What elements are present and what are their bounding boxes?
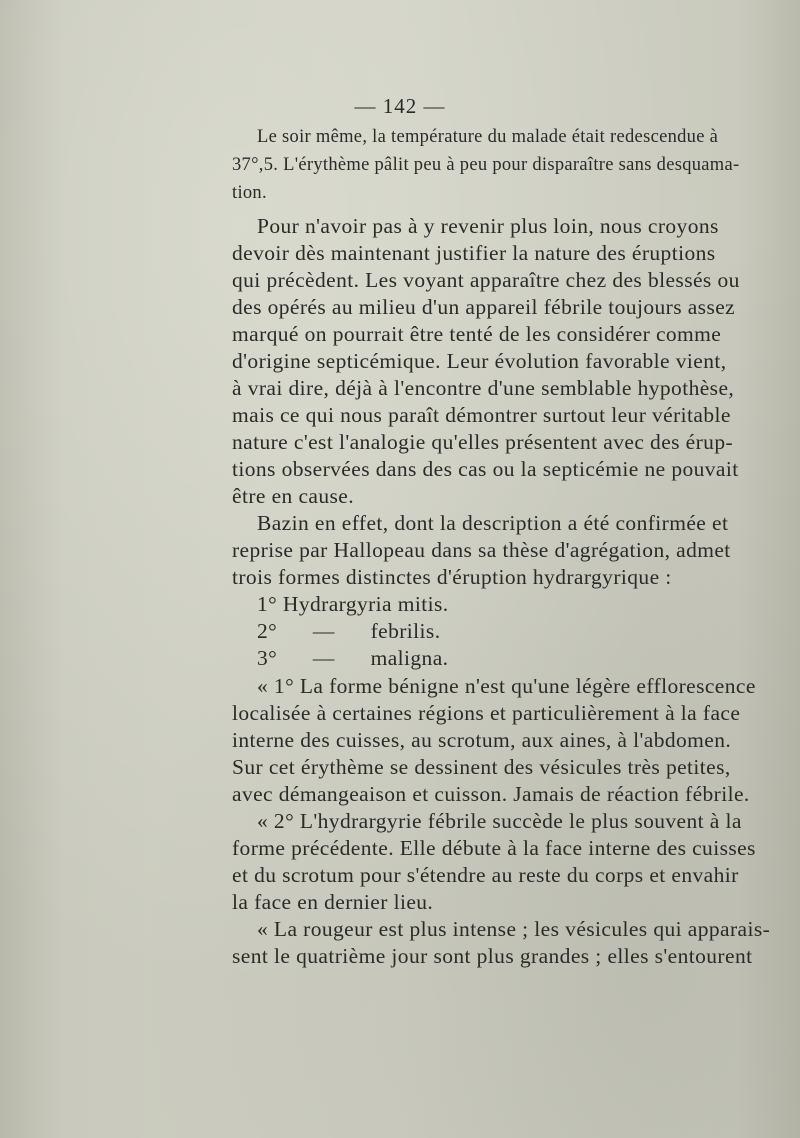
- text-line: « 2° L'hydrargyrie fébrile succède le plus souvent à la: [257, 809, 742, 833]
- text-line: d'origine septicémique. Leur évolution favorable vient,: [232, 349, 727, 373]
- list-item: [257, 619, 440, 644]
- text-line: sent le quatrième jour sont plus grandes ; elles s'entourent: [232, 944, 753, 968]
- text-line: devoir dès maintenant justifier la nature des éruptions: [232, 241, 716, 265]
- text-line: la face en dernier lieu.: [232, 890, 434, 914]
- text-line: à vrai dire, déjà à l'encontre d'une semblable hypothèse,: [232, 376, 735, 400]
- text-line: trois formes distinctes d'éruption hydrargyrique :: [232, 565, 672, 589]
- page-number: — 142 —: [354, 94, 446, 118]
- text-line: qui précèdent. Les voyant apparaître chez des blessés ou: [232, 268, 740, 292]
- list-item-text: 1° Hydrargyria mitis.: [257, 592, 449, 616]
- text-line: marqué on pourrait être tenté de les considérer comme: [232, 322, 722, 346]
- list-item: [257, 646, 448, 671]
- text-line: Le soir même, la température du malade était redescendue à: [257, 127, 719, 147]
- text-line: tions observées dans des cas ou la septicémie ne pouvait: [232, 457, 739, 481]
- text-line: Bazin en effet, dont la description a été confirmée et: [257, 511, 729, 535]
- list-item-text: 3° — maligna.: [257, 646, 449, 670]
- text-line: « La rougeur est plus intense ; les vésicules qui apparais-: [257, 917, 771, 941]
- text-line: être en cause.: [232, 484, 354, 508]
- list-item-text: 2° — febrilis.: [257, 619, 441, 643]
- text-line: localisée à certaines régions et particulièrement à la face: [232, 701, 741, 725]
- text-line: Pour n'avoir pas à y revenir plus loin, nous croyons: [257, 214, 719, 238]
- text-line: et du scrotum pour s'étendre au reste du corps et envahir: [232, 863, 739, 887]
- text-line: nature c'est l'analogie qu'elles présentent avec des érup-: [232, 430, 734, 454]
- text-line: « 1° La forme bénigne n'est qu'une légère efflorescence: [257, 674, 756, 698]
- text-line: tion.: [232, 183, 267, 203]
- text-line: reprise par Hallopeau dans sa thèse d'agrégation, admet: [232, 538, 731, 562]
- text-line: avec démangeaison et cuisson. Jamais de réaction fébrile.: [232, 782, 750, 806]
- list-item: [257, 592, 449, 617]
- text-line: interne des cuisses, au scrotum, aux aines, à l'abdomen.: [232, 728, 732, 752]
- text-line: mais ce qui nous paraît démontrer surtout leur véritable: [232, 403, 731, 427]
- text-line: 37°,5. L'érythème pâlit peu à peu pour disparaître sans desquama-: [232, 155, 740, 175]
- text-line: forme précédente. Elle débute à la face interne des cuisses: [232, 836, 756, 860]
- text-line: Sur cet érythème se dessinent des vésicules très petites,: [232, 755, 731, 779]
- text-line: des opérés au milieu d'un appareil fébrile toujours assez: [232, 295, 736, 319]
